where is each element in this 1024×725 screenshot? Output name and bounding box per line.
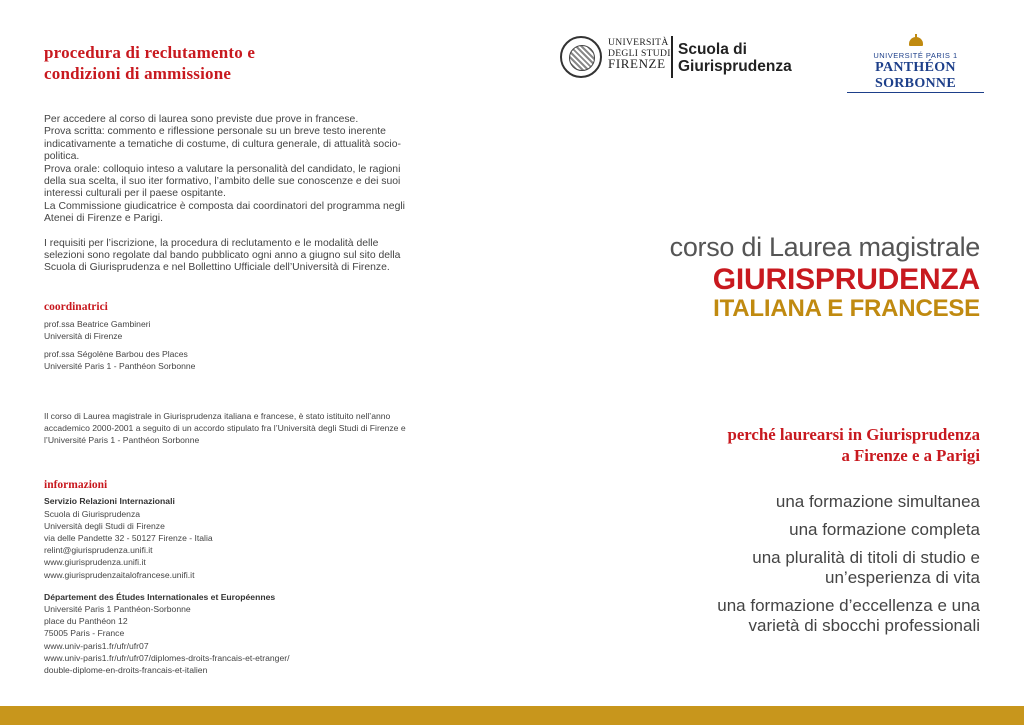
reason-item [717,492,980,512]
contact-heading: Servizio Relazioni Internazionali [44,496,175,507]
course-subtitle: corso di Laurea magistrale [669,232,980,262]
coordinator-name: prof.ssa Beatrice Gambineri [44,318,151,329]
contact-line: Università degli Studi di Firenze [44,520,165,531]
contact-line: via delle Pandette 32 - 50127 Firenze - Italia [44,532,213,543]
logo-bar [560,34,984,90]
procedure-title [44,42,424,84]
text-line: Atenei di Firenze e Parigi. [44,213,163,225]
bottom-color-bar [0,706,1024,725]
reason-line: un’esperienza di vita [825,568,980,587]
reason-line: una formazione d’eccellenza e una [717,596,980,615]
paris1-small-text: UNIVERSITÉ PARIS 1 [873,51,958,60]
scuola-wordmark [678,41,792,75]
text-line: Per accedere al corso di laurea sono previste due prove in francese. [44,114,359,125]
text-line: La Commissione giudicatrice è composta dai coordinatori del programma negli [44,200,405,212]
paris1-logo [847,34,984,93]
text-line: I requisiti per l’iscrizione, la procedura di reclutamento e le modalità delle [44,237,379,249]
course-title-main: GIURISPRUDENZA [712,263,980,296]
left-column [44,42,424,676]
contact-email: relint@giurisprudenza.unifi.it [44,545,153,556]
coordinator-2 [44,348,424,372]
contact-line: Université Paris 1 Panthéon-Sorbonne [44,603,191,614]
coordinators-title: coordinatrici [44,300,108,313]
scuola-line: Giurisprudenza [678,58,792,75]
history-note [44,410,424,447]
text-line: Il corso di Laurea magistrale in Giurisprudenza italiana e francese, è stato istituito nell’anno [44,410,391,421]
procedure-title-line-2: condizioni di ammissione [44,64,232,83]
text-line: accademico 2000-2001 a seguito di un accordo stipulato fra l’Università degli Studi di Firenze e [44,422,406,433]
contact-line: place du Panthéon 12 [44,616,128,627]
reason-line: varietà di sbocchi professionali [748,616,980,635]
pantheon-dome-icon [907,34,925,48]
coordinator-1 [44,318,424,342]
scuola-line: Scuola di [678,41,747,58]
text-line: politica. [44,151,80,163]
reason-item [717,548,980,588]
contact-paris [44,591,424,676]
contact-heading: Département des Études Internationales et Européennes [44,591,276,602]
unifi-wordmark [608,38,671,70]
coordinator-affiliation: Université Paris 1 - Panthéon Sorbonne [44,361,196,372]
unifi-line: UNIVERSITÀ [608,37,669,48]
coordinator-affiliation: Università di Firenze [44,331,123,342]
contact-line: 75005 Paris - France [44,628,125,639]
contact-florence [44,495,424,580]
procedure-paragraph-2 [44,238,424,275]
reason-item [717,520,980,540]
text-line: Prova scritta: commento e riflessione personale su un breve testo inerente [44,126,386,138]
procedure-title-line-1: procedura di reclutamento e [44,43,256,62]
unifi-seal-logo [560,36,602,78]
course-title-secondary: ITALIANA E FRANCESE [713,295,980,322]
contact-website: www.giurisprudenza.unifi.it [44,557,146,568]
why-line-1: perché laurearsi in Giurisprudenza [727,425,980,444]
reason-line: una pluralità di titoli di studio e [752,548,980,567]
reasons-list [717,492,980,644]
unifi-line: FIRENZE [608,56,666,72]
reason-item [717,596,980,636]
text-line: interessi culturali per il paese ospitante. [44,188,226,200]
why-line-2: a Firenze e a Parigi [841,446,980,465]
reason-line: una formazione simultanea [775,492,980,511]
coordinator-name: prof.ssa Ségolène Barbou des Places [44,349,188,360]
contact-line: Scuola di Giurisprudenza [44,508,141,519]
contact-website: www.univ-paris1.fr/ufr/ufr07/diplomes-droits-francais-et-etranger/ [44,652,290,663]
unifi-line: DEGLI STUDI [608,47,671,59]
text-line: selezioni sono regolate dal bando pubblicato ogni anno a giugno sul sito della [44,250,401,262]
text-line: Prova orale: colloquio inteso a valutare la personalità del candidato, le ragioni [44,163,401,175]
contact-website: double-diplome-en-droits-francais-et-italien [44,664,208,675]
contact-website: www.giurisprudenzaitalofrancese.unifi.it [44,569,195,580]
text-line: indicativamente a tematiche di costume, di cultura generale, di attualità socio- [44,138,401,150]
reason-line: una formazione completa [789,520,980,539]
course-title-block [670,230,980,322]
text-line: Scuola di Giurisprudenza e nel Bollettino Ufficiale dell’Università di Firenze. [44,262,390,274]
paris1-big-text: PANTHÉON SORBONNE [847,60,984,93]
procedure-paragraph-1 [44,114,424,226]
info-title: informazioni [44,479,108,492]
contact-website: www.univ-paris1.fr/ufr/ufr07 [44,640,149,651]
why-heading [727,424,980,466]
logo-divider [671,36,673,78]
text-line: l’Université Paris 1 - Panthéon Sorbonne [44,435,200,446]
text-line: della sua scelta, il suo iter formativo, l’ambito delle sue conoscenze e dei suoi [44,176,401,188]
